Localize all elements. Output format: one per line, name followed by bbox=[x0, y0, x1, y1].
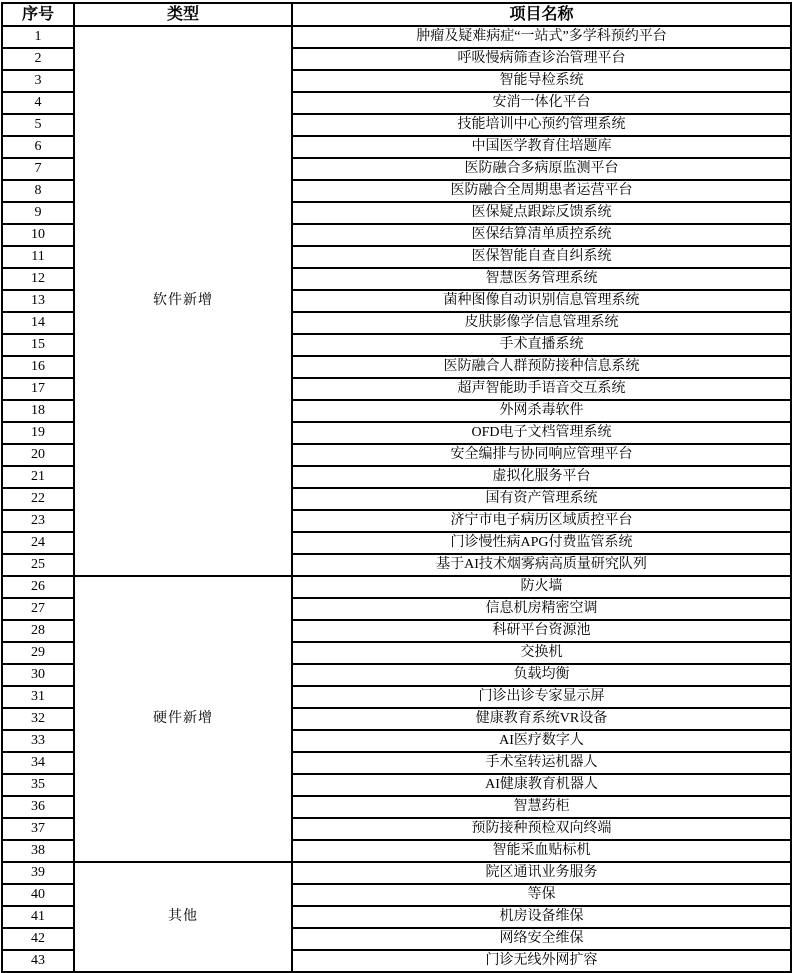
seq-cell: 20 bbox=[2, 444, 74, 466]
seq-cell: 30 bbox=[2, 664, 74, 686]
table-row bbox=[2, 26, 791, 48]
seq-cell: 13 bbox=[2, 290, 74, 312]
table-header bbox=[2, 3, 791, 26]
name-cell: 智慧药柜 bbox=[292, 796, 791, 818]
name-cell: 医防融合多病原监测平台 bbox=[292, 158, 791, 180]
name-cell: 呼吸慢病筛查诊治管理平台 bbox=[292, 48, 791, 70]
seq-cell: 36 bbox=[2, 796, 74, 818]
seq-cell: 4 bbox=[2, 92, 74, 114]
seq-cell: 7 bbox=[2, 158, 74, 180]
name-cell: 国有资产管理系统 bbox=[292, 488, 791, 510]
column-header-seq: 序号 bbox=[2, 3, 74, 26]
seq-cell: 33 bbox=[2, 730, 74, 752]
name-cell: 肿瘤及疑难病症“一站式”多学科预约平台 bbox=[292, 26, 791, 48]
name-cell: 医防融合人群预防接种信息系统 bbox=[292, 356, 791, 378]
name-cell: 防火墙 bbox=[292, 576, 791, 598]
name-cell: 预防接种预检双向终端 bbox=[292, 818, 791, 840]
name-cell: 安消一体化平台 bbox=[292, 92, 791, 114]
seq-cell: 9 bbox=[2, 202, 74, 224]
seq-cell: 25 bbox=[2, 554, 74, 576]
name-cell: 基于AI技术烟雾病高质量研究队列 bbox=[292, 554, 791, 576]
seq-cell: 21 bbox=[2, 466, 74, 488]
name-cell: 超声智能助手语音交互系统 bbox=[292, 378, 791, 400]
seq-cell: 17 bbox=[2, 378, 74, 400]
seq-cell: 43 bbox=[2, 950, 74, 972]
name-cell: 医防融合全周期患者运营平台 bbox=[292, 180, 791, 202]
name-cell: 医保疑点跟踪反馈系统 bbox=[292, 202, 791, 224]
seq-cell: 19 bbox=[2, 422, 74, 444]
table-row bbox=[2, 862, 791, 884]
name-cell: 中国医学教育住培题库 bbox=[292, 136, 791, 158]
name-cell: 健康教育系统VR设备 bbox=[292, 708, 791, 730]
name-cell: 院区通讯业务服务 bbox=[292, 862, 791, 884]
seq-cell: 40 bbox=[2, 884, 74, 906]
name-cell: 医保结算清单质控系统 bbox=[292, 224, 791, 246]
name-cell: 智能采血贴标机 bbox=[292, 840, 791, 862]
name-cell: 智慧医务管理系统 bbox=[292, 268, 791, 290]
column-header-type: 类型 bbox=[74, 3, 292, 26]
seq-cell: 3 bbox=[2, 70, 74, 92]
seq-cell: 27 bbox=[2, 598, 74, 620]
name-cell: 皮肤影像学信息管理系统 bbox=[292, 312, 791, 334]
name-cell: 负载均衡 bbox=[292, 664, 791, 686]
seq-cell: 10 bbox=[2, 224, 74, 246]
name-cell: 信息机房精密空调 bbox=[292, 598, 791, 620]
seq-cell: 15 bbox=[2, 334, 74, 356]
seq-cell: 32 bbox=[2, 708, 74, 730]
name-cell: 手术直播系统 bbox=[292, 334, 791, 356]
name-cell: 菌种图像自动识别信息管理系统 bbox=[292, 290, 791, 312]
seq-cell: 14 bbox=[2, 312, 74, 334]
seq-cell: 42 bbox=[2, 928, 74, 950]
type-cell: 其他 bbox=[74, 862, 292, 972]
name-cell: 网络安全维保 bbox=[292, 928, 791, 950]
name-cell: 医保智能自查自纠系统 bbox=[292, 246, 791, 268]
name-cell: 智能导检系统 bbox=[292, 70, 791, 92]
seq-cell: 35 bbox=[2, 774, 74, 796]
name-cell: 交换机 bbox=[292, 642, 791, 664]
name-cell: AI健康教育机器人 bbox=[292, 774, 791, 796]
type-cell: 硬件新增 bbox=[74, 576, 292, 862]
seq-cell: 23 bbox=[2, 510, 74, 532]
seq-cell: 2 bbox=[2, 48, 74, 70]
seq-cell: 8 bbox=[2, 180, 74, 202]
seq-cell: 38 bbox=[2, 840, 74, 862]
seq-cell: 11 bbox=[2, 246, 74, 268]
seq-cell: 1 bbox=[2, 26, 74, 48]
type-cell: 软件新增 bbox=[74, 26, 292, 576]
name-cell: 技能培训中心预约管理系统 bbox=[292, 114, 791, 136]
name-cell: 科研平台资源池 bbox=[292, 620, 791, 642]
seq-cell: 12 bbox=[2, 268, 74, 290]
name-cell: 虚拟化服务平台 bbox=[292, 466, 791, 488]
header-row bbox=[2, 3, 791, 26]
table-body bbox=[2, 26, 791, 972]
name-cell: 手术室转运机器人 bbox=[292, 752, 791, 774]
seq-cell: 24 bbox=[2, 532, 74, 554]
seq-cell: 31 bbox=[2, 686, 74, 708]
seq-cell: 22 bbox=[2, 488, 74, 510]
name-cell: 等保 bbox=[292, 884, 791, 906]
name-cell: 门诊出诊专家显示屏 bbox=[292, 686, 791, 708]
name-cell: 门诊慢性病APG付费监管系统 bbox=[292, 532, 791, 554]
name-cell: 济宁市电子病历区域质控平台 bbox=[292, 510, 791, 532]
seq-cell: 34 bbox=[2, 752, 74, 774]
seq-cell: 29 bbox=[2, 642, 74, 664]
seq-cell: 28 bbox=[2, 620, 74, 642]
seq-cell: 6 bbox=[2, 136, 74, 158]
seq-cell: 16 bbox=[2, 356, 74, 378]
name-cell: 外网杀毒软件 bbox=[292, 400, 791, 422]
name-cell: AI医疗数字人 bbox=[292, 730, 791, 752]
seq-cell: 41 bbox=[2, 906, 74, 928]
seq-cell: 18 bbox=[2, 400, 74, 422]
seq-cell: 26 bbox=[2, 576, 74, 598]
column-header-name: 项目名称 bbox=[292, 3, 791, 26]
table-row bbox=[2, 576, 791, 598]
seq-cell: 5 bbox=[2, 114, 74, 136]
name-cell: 机房设备维保 bbox=[292, 906, 791, 928]
seq-cell: 37 bbox=[2, 818, 74, 840]
name-cell: OFD电子文档管理系统 bbox=[292, 422, 791, 444]
name-cell: 安全编排与协同响应管理平台 bbox=[292, 444, 791, 466]
name-cell: 门诊无线外网扩容 bbox=[292, 950, 791, 972]
project-table bbox=[1, 2, 792, 973]
seq-cell: 39 bbox=[2, 862, 74, 884]
